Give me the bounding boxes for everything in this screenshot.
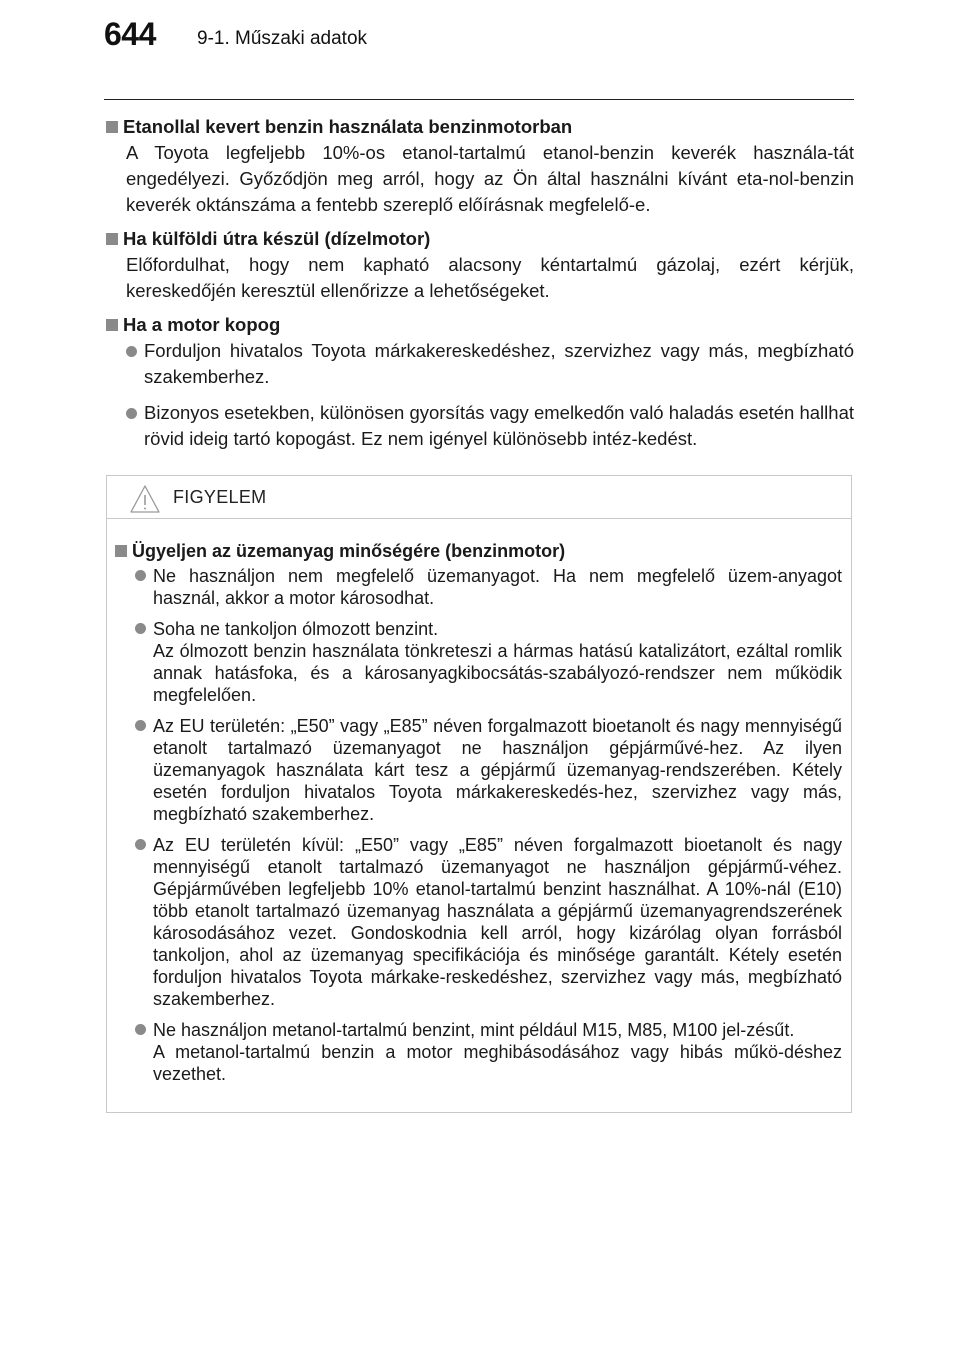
warning-heading-text: Ügyeljen az üzemanyag minőségére (benzinmotor) [132, 541, 566, 561]
page-number: 644 [104, 16, 156, 52]
circle-bullet-icon [135, 623, 146, 634]
square-bullet-icon [115, 545, 127, 557]
circle-bullet-icon [126, 346, 137, 357]
warning-item-text: Ne használjon metanol-tartalmú benzint, mint például M15, M85, M100 jel-zésűt. [153, 1020, 795, 1040]
list-item [126, 400, 854, 452]
circle-bullet-icon [135, 1024, 146, 1035]
main-content [106, 108, 854, 462]
section-heading [106, 226, 854, 252]
warning-item-text: A metanol-tartalmú benzin a motor meghibásodásához vagy hibás műkö-déshez vezethet. [153, 1042, 842, 1084]
warning-item-text: Ne használjon nem megfelelő üzemanyagot. Ha nem megfelelő üzem-anyagot használ, akkor a motor károsodhat. [153, 566, 842, 608]
warning-list-item [135, 1019, 842, 1085]
list-item [126, 338, 854, 390]
list-item-text: Forduljon hivatalos Toyota márkakereskedéshez, szervizhez vagy más, megbízható szakemberhez. [144, 340, 854, 387]
header-divider [104, 99, 854, 100]
square-bullet-icon [106, 121, 118, 133]
warning-content [107, 519, 851, 1085]
warning-label: FIGYELEM [173, 486, 267, 507]
warning-item-text: Az EU területén kívül: „E50” vagy „E85” néven forgalmazott bioetanolt és nagy mennyiségű etanolt tartalmazó üzemanyagot ne használjon gépjármű-véhez. Gépjárművében legfeljebb 10% etanol-tartalmú benzint használhat. A 10%-nál (E10) több etanolt tartalmazó üzemanyag használata a gépjármű üzemanyagrendszerének károsodásához vezet. Gondoskodnia kell arról, hogy kizárólag olyan forrásból tankoljon, ahol az üzemanyag specifikációja és minősége garantált. Kétely esetén forduljon hivatalos Toyota márkake-reskedéshez, szervizhez vagy más, megbízható szakemberhez. [153, 835, 842, 1009]
circle-bullet-icon [135, 839, 146, 850]
section-heading-text: Ha a motor kopog [123, 314, 281, 335]
square-bullet-icon [106, 319, 118, 331]
section-title: 9-1. Műszaki adatok [197, 28, 368, 49]
warning-heading [115, 539, 842, 563]
section-heading [106, 114, 854, 140]
section-heading-text: Ha külföldi útra készül (dízelmotor) [123, 228, 431, 249]
warning-item-text: Az EU területén: „E50” vagy „E85” néven forgalmazott bioetanolt és nagy mennyiségű etanolt tartalmazó üzemanyagot ne használjon gépjárművé-hez. Az ilyen üzemanyagok használata kárt tesz a gépjármű üzemanyag-rendszerében. Kétely esetén forduljon hivatalos Toyota márkakereskedés-hez, szervizhez vagy más, megbízható szakemberhez. [153, 716, 842, 824]
warning-triangle-icon [129, 484, 161, 514]
warning-item-text: Az ólmozott benzin használata tönkreteszi a hármas hatású katalizátort, ezáltal romlik annak hatásfoka, és a károsanyagkibocsátás-szabályozó-rendszer nem működik megfelelően. [153, 641, 842, 705]
warning-list-item [135, 715, 842, 825]
warning-item-text: Soha ne tankoljon ólmozott benzint. [153, 619, 439, 639]
section-heading [106, 312, 854, 338]
circle-bullet-icon [126, 408, 137, 419]
section-heading-text: Etanollal kevert benzin használata benzinmotorban [123, 116, 573, 137]
section-paragraph: Előfordulhat, hogy nem kapható alacsony kéntartalmú gázolaj, ezért kérjük, kereskedőjén keresztül ellenőrizze a lehetőségeket. [126, 254, 854, 301]
square-bullet-icon [106, 233, 118, 245]
warning-box [106, 475, 852, 1113]
warning-header [107, 476, 851, 519]
circle-bullet-icon [135, 570, 146, 581]
section-paragraph: A Toyota legfeljebb 10%-os etanol-tartalmú etanol-benzin keverék használa-tát engedélyezi. Győződjön meg arról, hogy az Ön által használni kívánt eta-nol-benzin keverék oktánszáma a fentebb szereplő előírásnak megfelelő-e. [126, 142, 854, 215]
list-item-text: Bizonyos esetekben, különösen gyorsítás vagy emelkedőn való haladás esetén hallhat rövid ideig tartó kopogást. Ez nem igényel különösebb intéz-kedést. [144, 402, 854, 449]
circle-bullet-icon [135, 720, 146, 731]
warning-list-item [135, 618, 842, 706]
warning-list-item [135, 834, 842, 1010]
warning-list-item [135, 565, 842, 609]
